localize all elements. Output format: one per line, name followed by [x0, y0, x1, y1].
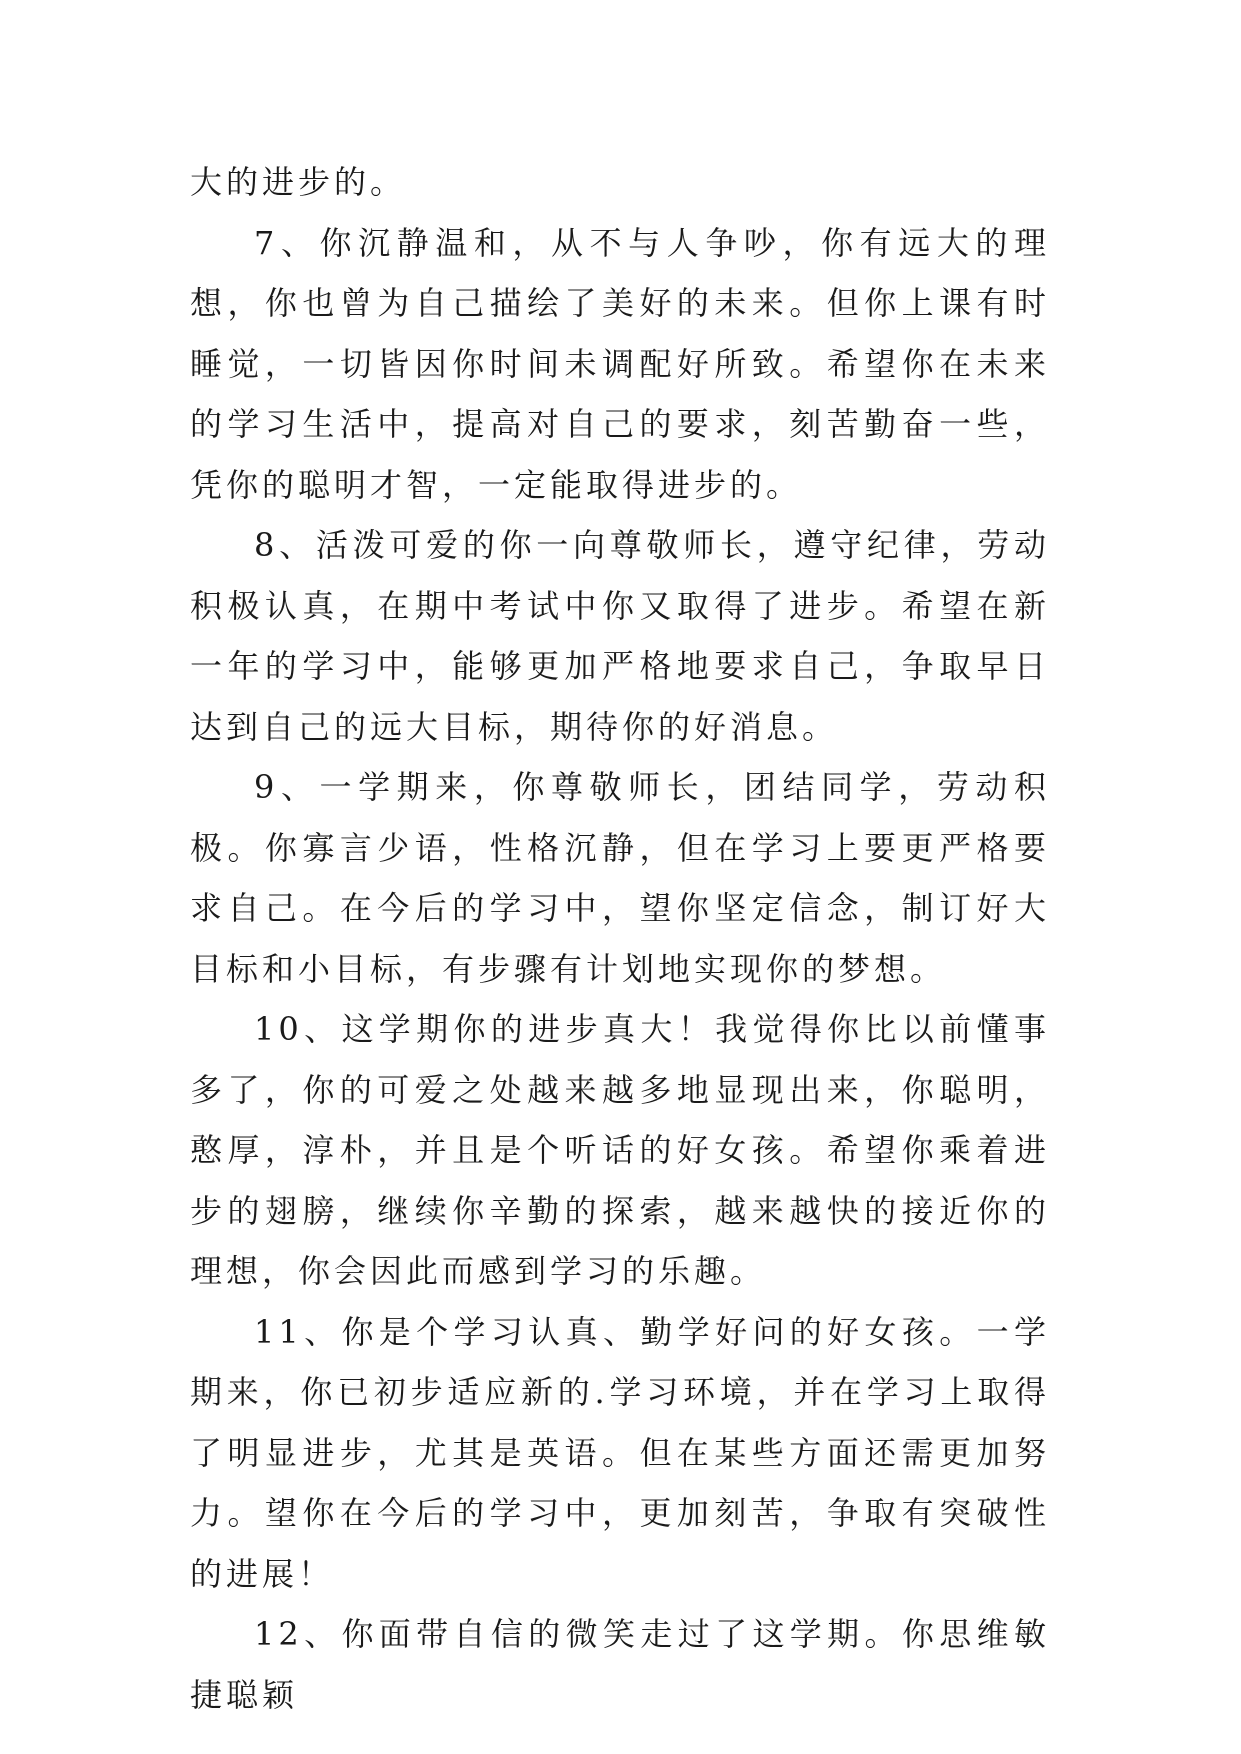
paragraph-continuation: 大的进步的。	[190, 163, 407, 201]
paragraph-comment-9: 9、一学期来，你尊敬师长，团结同学，劳动积极。你寡言少语，性格沉静，但在学习上要更严格要求自己。在今后的学习中，望你坚定信念，制订好大目标和小目标，有步骤有计划地实现你的梦想。	[190, 768, 1050, 988]
paragraph-comment-12: 12、你面带自信的微笑走过了这学期。你思维敏捷聪颖	[190, 1615, 1050, 1714]
document-body	[190, 152, 1050, 1725]
paragraph-comment-7: 7、你沉静温和，从不与人争吵，你有远大的理想，你也曾为自己描绘了美好的未来。但你上课有时睡觉，一切皆因你时间未调配好所致。希望你在未来的学习生活中，提高对自己的要求，刻苦勤奋一些，凭你的聪明才智，一定能取得进步的。	[190, 223, 1050, 504]
paragraph-comment-10: 10、这学期你的进步真大！我觉得你比以前懂事多了，你的可爱之处越来越多地显现出来，你聪明，憨厚，淳朴，并且是个听话的好女孩。希望你乘着进步的翅膀，继续你辛勤的探索，越来越快的接近你的理想，你会因此而感到学习的乐趣。	[190, 1010, 1050, 1290]
paragraph-comment-11: 11、你是个学习认真、勤学好问的好女孩。一学期来，你已初步适应新的.学习环境，并在学习上取得了明显进步，尤其是英语。但在某些方面还需更加努力。望你在今后的学习中，更加刻苦，争取有突破性的进展！	[190, 1312, 1050, 1593]
paragraph-comment-8: 8、活泼可爱的你一向尊敬师长，遵守纪律，劳动积极认真，在期中考试中你又取得了进步。希望在新一年的学习中，能够更加严格地要求自己，争取早日达到自己的远大目标，期待你的好消息。	[190, 526, 1050, 746]
